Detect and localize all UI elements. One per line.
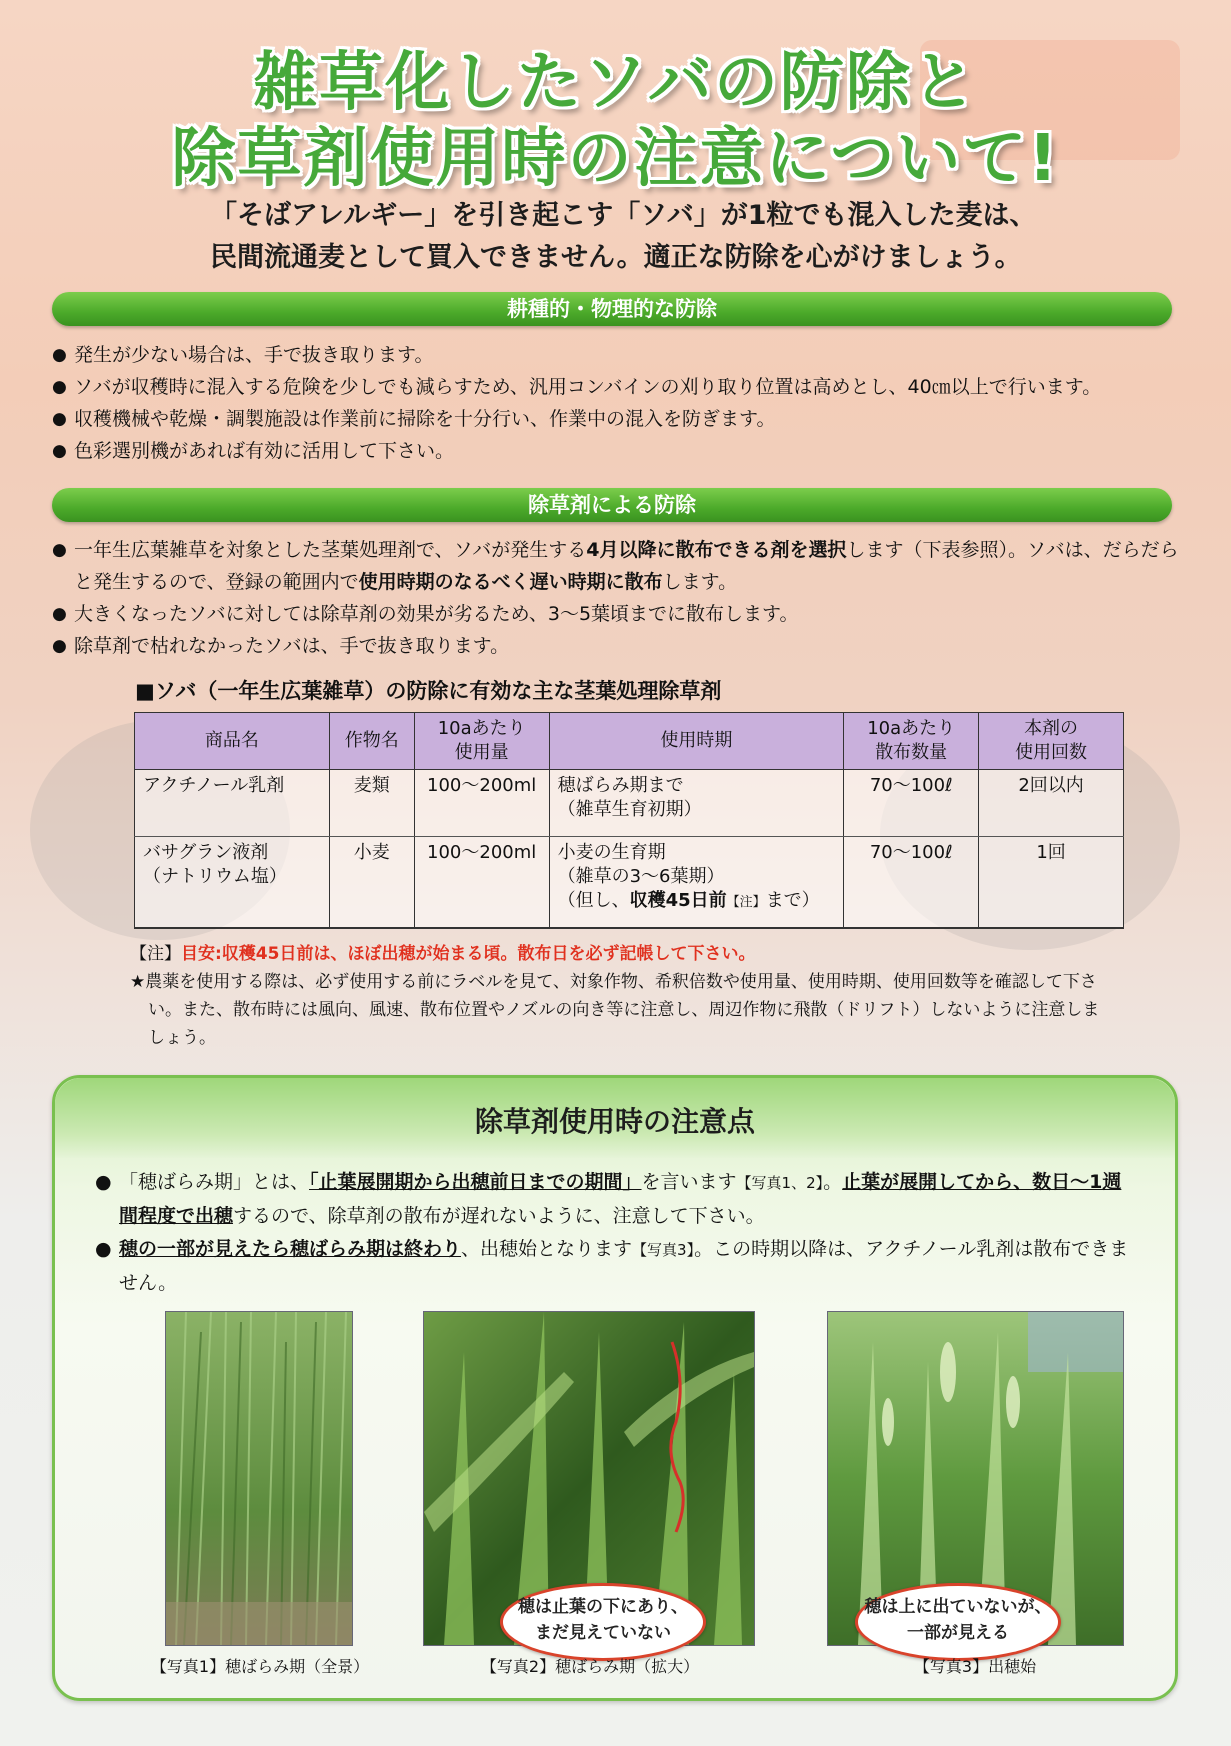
cell-amount: 100～200ml	[414, 770, 549, 837]
text-span: します（下表参照）。ソバは、だらだらと発生するので、登録の範囲内で	[74, 539, 1179, 593]
text-span: 「穂ばらみ期」とは、	[119, 1171, 310, 1193]
bubble-line2: 一部が見える	[907, 1623, 1009, 1643]
product-line1: アクチノール乳剤	[143, 775, 285, 796]
text-span: （但し、	[557, 890, 630, 911]
photo-caption: 【写真1】穂ばらみ期（全景）	[150, 1657, 370, 1676]
note-text: 目安:収穫45日前は、ほぼ出穂が始まる頃。散布日を必ず記帳して下さい。	[181, 944, 756, 964]
section-heading-physical: 耕種的・物理的な防除	[52, 292, 1172, 326]
caution-panel	[52, 1075, 1178, 1701]
cell-crop: 小麦	[329, 837, 414, 929]
bullet-icon: ●	[95, 1171, 112, 1193]
text-span: まで）	[765, 890, 820, 911]
header-product: 商品名	[135, 713, 330, 770]
cell-product	[135, 837, 330, 929]
callout-bubble	[855, 1583, 1061, 1661]
bubble-line1: 穂は止葉の下にあり、	[518, 1597, 688, 1617]
herbicide-table	[134, 712, 1124, 929]
bubble-line2: まだ見えていない	[535, 1623, 671, 1643]
list-item: ● 収穫機械や乾燥・調製施設は作業前に掃除を十分行い、作業中の混入を防ぎます。	[52, 403, 1182, 435]
text-span: 、出穂始となります	[461, 1238, 633, 1260]
notes	[130, 940, 1110, 1052]
table-row	[135, 837, 1124, 929]
timing-line3	[558, 889, 836, 915]
text-span: します。	[662, 571, 738, 593]
header-count	[979, 713, 1124, 770]
herbicide-control-list	[52, 534, 1182, 662]
list-item: ● 大きくなったソバに対しては除草剤の効果が劣るため、3～5葉頃までに散布します。	[52, 598, 1182, 630]
lead-text	[210, 195, 1110, 279]
emphasis-text: 止葉が展開してから、数日～1週間程度で出穂	[119, 1171, 1122, 1227]
note-label: 【注】	[130, 944, 181, 964]
panel-item	[95, 1233, 1135, 1300]
table-row	[135, 770, 1124, 837]
cell-count: 1回	[979, 837, 1124, 929]
bullet-icon: ●	[95, 1238, 112, 1260]
section-heading-herbicide: 除草剤による防除	[52, 488, 1172, 522]
cell-count: 2回以内	[979, 770, 1124, 837]
note-line	[130, 940, 1110, 968]
emphasis-text: 収穫45日前	[629, 890, 727, 911]
table-header-row	[135, 713, 1124, 770]
cell-timing	[549, 837, 844, 929]
wheat-field-image	[166, 1312, 352, 1645]
text-span: 。	[823, 1171, 843, 1193]
list-item: ● 発生が少ない場合は、手で抜き取ります。	[52, 339, 1182, 371]
header-timing: 使用時期	[549, 713, 844, 770]
emphasis-text: 「止葉展開期から出穂前日までの期間」	[309, 1171, 642, 1193]
cell-volume: 70～100ℓ	[844, 837, 979, 929]
header-crop: 作物名	[329, 713, 414, 770]
header-volume-line2: 散布数量	[875, 742, 948, 763]
header-amount-line1: 10aあたり	[437, 718, 526, 739]
table-title: ■ソバ（一年生広葉雑草）の防除に有効な主な茎葉処理除草剤	[135, 679, 722, 703]
timing-line1: 穂ばらみ期まで	[557, 775, 684, 796]
timing-line1: 小麦の生育期	[557, 842, 666, 863]
page-title	[0, 45, 1231, 197]
header-amount	[414, 713, 549, 770]
header-amount-line2: 使用量	[454, 742, 509, 763]
product-line2: （ナトリウム塩）	[143, 866, 287, 887]
list-item: ● 除草剤で枯れなかったソバは、手で抜き取ります。	[52, 630, 1182, 662]
panel-item	[95, 1166, 1135, 1233]
photo-ref: 【写真3】	[632, 1241, 695, 1259]
photo-ref: 【写真1、2】	[736, 1174, 824, 1192]
title-line-2: 除草剤使用時の注意について!	[171, 122, 1060, 196]
timing-line2: （雑草の3～6葉期）	[557, 866, 725, 887]
cell-product	[135, 770, 330, 837]
cell-amount: 100～200ml	[414, 837, 549, 929]
list-item: ● ソバが収穫時に混入する危険を少しでも減らすため、汎用コンバインの刈り取り位置は高めとし、40㎝以上で行います。	[52, 371, 1182, 403]
list-item	[52, 534, 1182, 598]
photo-caption: 【写真3】出穂始	[913, 1657, 1037, 1676]
text-span: するので、除草剤の散布が遅れないように、注意して下さい。	[233, 1205, 765, 1227]
physical-control-list	[52, 339, 1182, 467]
header-volume	[844, 713, 979, 770]
header-volume-line1: 10aあたり	[867, 718, 956, 739]
lead-line-1: 「そばアレルギー」を引き起こす「ソバ」が1粒でも混入した麦は、	[210, 200, 1037, 231]
photo-wheat-field	[165, 1311, 353, 1646]
panel-title: 除草剤使用時の注意点	[474, 1105, 755, 1138]
emphasis-text: 4月以降に散布できる剤を選択	[586, 539, 847, 561]
bubble-line1: 穂は上に出ていないが、	[864, 1597, 1052, 1617]
photo-caption: 【写真2】穂ばらみ期（拡大）	[480, 1657, 700, 1676]
text-span: 。この時期以降は、アクチノール乳剤は散布できません。	[119, 1238, 1129, 1294]
cell-timing	[549, 770, 844, 837]
text-span: を言います	[641, 1171, 737, 1193]
callout-bubble	[500, 1583, 706, 1661]
header-count-line1: 本剤の	[1024, 718, 1079, 739]
title-line-1: 雑草化したソバの防除と	[253, 46, 978, 120]
pesticide-caution: ★農薬を使用する際は、必ず使用する前にラベルを見て、対象作物、希釈倍数や使用量、使用時期、使用回数等を確認して下さい。また、散布時には風向、風速、散布位置やノズルの向き等に注意し、周辺作物に飛散（ドリフト）しないように注意しましょう。	[130, 972, 1100, 1048]
panel-text	[95, 1166, 1135, 1300]
list-item: ● 色彩選別機があれば有効に活用して下さい。	[52, 435, 1182, 467]
lead-line-2: 民間流通麦として買入できません。適正な防除を心がけましょう。	[210, 242, 1022, 273]
emphasis-text: 使用時期のなるべく遅い時期に散布	[358, 571, 663, 593]
emphasis-text: 穂の一部が見えたら穂ばらみ期は終わり	[119, 1238, 462, 1260]
cell-volume: 70～100ℓ	[844, 770, 979, 837]
timing-line2: （雑草生育初期）	[557, 799, 702, 820]
text-span: 一年生広葉雑草を対象とした茎葉処理剤で、ソバが発生する	[74, 539, 587, 561]
product-line1: バサグラン液剤	[143, 842, 269, 863]
header-count-line2: 使用回数	[1015, 742, 1088, 763]
note-ref: 【注】	[726, 895, 766, 910]
cell-crop: 麦類	[329, 770, 414, 837]
